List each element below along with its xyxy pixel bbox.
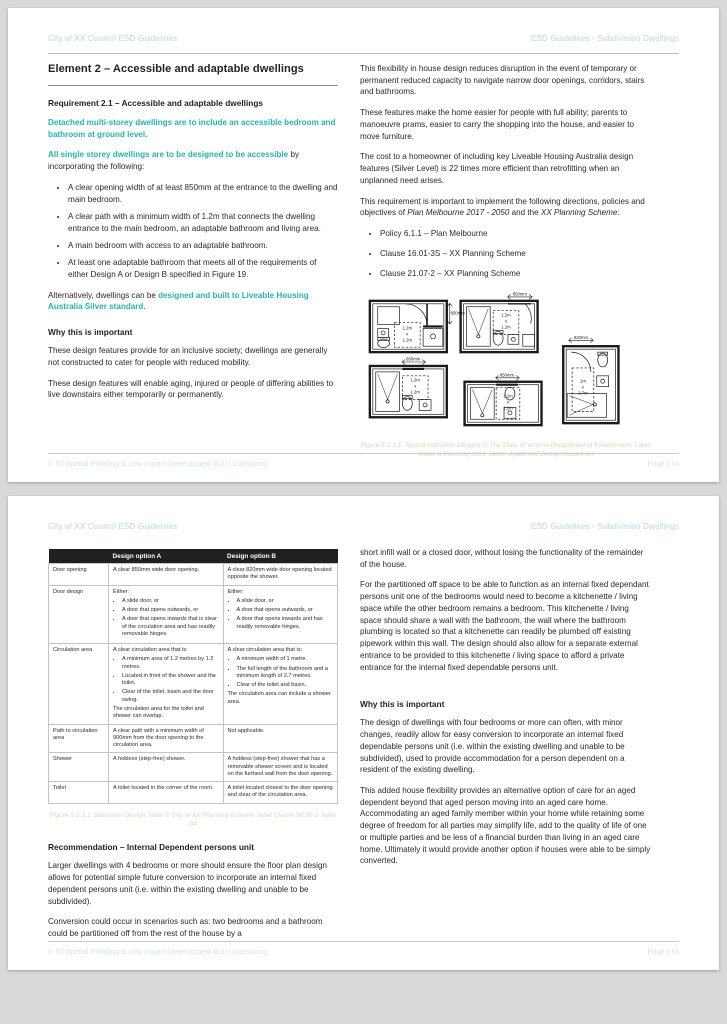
table-header-row — [49, 549, 338, 564]
policy-intro-italic-2: XX Planning Scheme — [540, 208, 618, 218]
element-title-divider — [48, 85, 338, 86]
list-item: • A door that opens inwards and has readily removable hinges. — [237, 616, 334, 631]
body-para: The design of dwellings with four bedrooms or more can often, with minor changes, readily allow for easy conversion to incorporate an internal fixed dependable persons unit (i.e. within the existing dwelling and unable to be subdivided), used to provide accommodation for a person dependent on a resident of the existing dwelling. — [360, 718, 625, 775]
cell-para: A toilet located in the corner of the room. — [113, 785, 214, 792]
element-title: Element 2 – Accessible and adaptable dwellings — [48, 63, 304, 75]
policy-intro-italic-1: Plan Melbourne 2017 - 2050 — [407, 208, 510, 218]
table-header-option-a: Design option A — [109, 549, 224, 564]
list-item: • The full length of the bathroom and a minimum length of 2.7 metres. — [237, 666, 334, 681]
row-label: Shower — [49, 753, 109, 782]
requirement-title: Requirement 2.1 – Accessible and adaptable dwellings — [48, 98, 264, 108]
table-row — [49, 724, 338, 753]
page-43-columns — [48, 547, 679, 949]
figure-label-d2-area-2: 1.2m — [501, 324, 511, 330]
document-page-43 — [8, 496, 719, 970]
row-option-b — [223, 644, 338, 724]
figure-label-d5-area-x: x — [581, 384, 585, 390]
cell-para: A toilet located closest to the door opening and clear of the circulation area. — [227, 785, 333, 799]
body-para: The cost to a homeowner of including key Liveable Housing Australia design features (Silver Level) is 22 times more efficient than retrofitting when an unplanned need arises. — [360, 152, 634, 185]
figure-label-d2-area-x: x — [504, 318, 508, 324]
row-label: Circulation area — [49, 644, 109, 724]
alternative-para — [48, 290, 338, 313]
list-item: • A clear opening width of at least 850mm at the entrance to the dwelling and main bedroom. — [68, 182, 338, 205]
page-42-right-column — [360, 63, 652, 460]
header-right-text: ESD Guidelines - Subdivision Dwellings — [530, 34, 679, 43]
table-body — [49, 564, 338, 804]
row-option-b — [223, 782, 338, 804]
figure-label-d4-area-1: 1.2m — [503, 393, 513, 399]
row-label: Path to circulation area — [49, 724, 109, 753]
figure-label-d4-area-x: x — [506, 399, 510, 405]
page-43-right-column — [360, 547, 652, 949]
list-item: • At least one adaptable bathroom that meets all of the requirements of either Design A or Design B specified in Figure 19. — [68, 257, 338, 280]
row-option-a — [109, 644, 224, 724]
list-item: • Clause 21.07-2 – XX Planning Scheme — [380, 268, 652, 280]
teal-para-2-bold: All single storey dwellings are to be designed to be accessible — [48, 150, 289, 160]
figure-caption: Figure 5.2.1.1: Typical bathroom Designs © The State of Victoria Department of Environment, Land, Water & Planning 2016, Better Apartment Design Guidelines — [360, 442, 652, 459]
page-42-left-column — [48, 63, 338, 460]
figure-label-d3-area-1: 1.2m — [410, 378, 420, 384]
cell-bullet-list — [228, 598, 334, 631]
list-item: • Clear of the toilet, basin and the door swing. — [122, 689, 219, 704]
figure-label-d4-area-2: 1.2m — [503, 405, 513, 411]
page-42-columns — [48, 63, 679, 460]
footer-divider — [48, 941, 679, 942]
why-para: These design features will enable aging, injured or people of differing abilities to live downstairs either temporarily or permanently. — [48, 378, 334, 400]
footer-left-text: © Tri Spatial Planning & Low Impact Development (LID) Consulting — [48, 459, 268, 468]
cell-para: Either: — [227, 588, 244, 595]
figure-label-d1-area-1: 1.2m — [402, 325, 413, 331]
figure-label-d1-area-2: 1.2m — [402, 337, 413, 343]
body-para: This flexibility in house design reduces disruption in the event of temporary or permanent reduced capacity to navigate narrow door openings, corridors, stairs and bathrooms. — [360, 64, 645, 97]
policy-bullet-list — [360, 228, 652, 279]
bathroom-design-table — [48, 549, 338, 804]
teal-para-2-plain: by incorporating the following: — [48, 150, 300, 172]
page-header — [48, 522, 679, 531]
cell-para: A clear 850mm wide door opening. — [113, 567, 200, 573]
footer-left-text: © Tri Spatial Planning & Low Impact Development (LID) Consulting — [48, 947, 268, 956]
page-number: Page | 43 — [647, 947, 679, 956]
body-para: short infill wall or a closed door, without losing the functionality of the remainder of the house. — [360, 548, 644, 569]
cell-bullet-list — [113, 656, 219, 704]
list-item: • A slide door, or — [237, 598, 334, 605]
figure-label-d5-area-2: 2.7m — [578, 390, 588, 396]
page-header — [48, 34, 679, 43]
figure-label-d1-door: 850mm — [450, 310, 465, 316]
policy-intro-para — [360, 196, 652, 219]
figure-label-d3-area-x: x — [414, 383, 417, 389]
table-row — [49, 782, 338, 804]
row-option-a — [109, 724, 224, 753]
row-label: Toilet — [49, 782, 109, 804]
why-important-title: Why this is important — [48, 327, 133, 338]
policy-intro-3: : — [617, 208, 620, 218]
header-left-text: City of XX Council ESD Guidelines — [48, 34, 178, 43]
cell-para: A hobless (step-free) shower that has a removable shower screen and is located on the furthest wall from the door opening. — [227, 756, 333, 777]
cell-para: A clear 820mm wide door opening located opposite the shower. — [227, 567, 332, 581]
cell-para: A clear path with a minimum width of 900mm from the door opening to the circulation area. — [113, 727, 204, 749]
row-option-a — [109, 782, 224, 804]
figure-label-d3-area-2: 1.2m — [410, 389, 420, 395]
page-number: Page | 42 — [647, 459, 679, 468]
body-para: For the partitioned off space to be able to function as an internal fixed dependant persons unit one of the bedrooms would need to become a kitchenette / living space while the other bedroom remains a bedroom. This kitchenette / living space should share a wall with the bathroom, the wall where the bathroom plumbing is located so that a kitchenette can readily be plumbed off existing pipework within this wall. The design should also allow for a separate external entrance to be provided to this kitchenette / living space to afford a private entrance for the internal fixed dependable persons unit. — [360, 580, 649, 672]
alternative-end: . — [143, 302, 146, 312]
requirement-bullet-list — [48, 182, 338, 281]
figure-label-d4-door: 850mm — [499, 372, 515, 378]
header-left-text: City of XX Council ESD Guidelines — [48, 522, 178, 531]
row-label: Door design — [49, 585, 109, 644]
list-item: • Policy 6.1.1 – Plan Melbourne — [380, 228, 652, 240]
bathroom-designs-figure — [360, 289, 652, 460]
list-item: • A door that opens outwards, or — [237, 607, 334, 614]
page-43-left-column — [48, 547, 338, 949]
header-right-text: ESD Guidelines - Subdivision Dwellings — [530, 522, 679, 531]
list-item: • Clause 16.01-3S – XX Planning Scheme — [380, 248, 652, 260]
table-row — [49, 753, 338, 782]
list-item: • A minimum width of 1 metre. — [237, 656, 334, 663]
policy-intro-2: and the — [509, 208, 541, 218]
cell-para: Not applicable. — [227, 727, 265, 734]
row-label: Door opening — [49, 564, 109, 586]
cell-para: A hobless (step-free) shower. — [113, 756, 186, 763]
list-item: • A slide door, or — [122, 598, 219, 605]
figure-label-d3-door: 850mm — [406, 356, 421, 362]
requirement-teal-para-1: Detached multi-storey dwellings are to include an accessible bedroom and bathroom at ground level. — [48, 118, 336, 139]
body-para: This added house flexibility provides an alternative option of care for an aged dependent beyond that aged person moving into an aged care home. Accommodating an aged family member within your home while retaining some degree of freedom for all parties may simplify life, add to the quality of life of one or multiple parties and be less of a financial burden than living in an aged care home. Ultimately it would provide another option if houses were able to be simply converted. — [360, 786, 651, 866]
figure-label-d2-door: 850mm — [512, 291, 527, 297]
policy-intro-1: This requirement is important to implement the following directions, policies and objectives of — [360, 196, 645, 218]
document-page-42 — [8, 8, 719, 482]
row-option-b — [223, 753, 338, 782]
table-caption: Figure 5.2.1.1: Bathroom Design Table © City of XX Planning Scheme Table Clause 58.05-1 Table D4 — [49, 811, 337, 828]
cell-after-para: The circulation area can include a shower area. — [227, 691, 331, 705]
list-item: • A minimum area of 1.2 metres by 1.2 metres. — [122, 656, 219, 671]
alternative-plain: Alternatively, dwellings can be — [48, 290, 159, 300]
cell-bullet-list — [228, 656, 334, 689]
table-header-blank — [49, 549, 109, 564]
figure-label-d5-area-1: 1m — [580, 379, 586, 385]
list-item: • A door that opens inwards that is clear of the circulation area and has readily removable hinges. — [122, 616, 219, 638]
table-row — [49, 585, 338, 644]
row-option-a — [109, 753, 224, 782]
page-footer — [48, 941, 679, 956]
cell-para: A clear circulation area that is: — [227, 647, 303, 654]
list-item: • Clear of the toilet and basin. — [237, 682, 334, 689]
row-option-b — [223, 564, 338, 586]
bathroom-floorplan-diagram — [360, 289, 652, 437]
list-item: • A clear path with a minimum width of 1.2m that connects the dwelling entrance to the main bedroom, an adaptable bathroom and living area. — [68, 211, 338, 234]
list-item: • A door that opens outwards, or — [122, 607, 219, 614]
row-option-b — [223, 585, 338, 644]
figure-label-d5-door: 820mm — [573, 335, 589, 341]
alternative-bold: designed and built to Liveable Housing Australia Silver standard — [48, 290, 309, 312]
header-divider — [48, 53, 679, 54]
row-option-a — [109, 564, 224, 586]
cell-bullet-list — [113, 598, 219, 638]
cell-para: A clear circulation area that is: — [113, 647, 188, 654]
row-option-a — [109, 585, 224, 644]
cell-after-para: The circulation area for the toilet and shower can overlap. — [113, 705, 204, 720]
page-footer — [48, 453, 679, 468]
list-item: • A main bedroom with access to an adaptable bathroom. — [68, 240, 338, 252]
why-para: These design features provide for an inclusive society; dwellings are generally not constructed to cater for people with reduced mobility. — [48, 346, 328, 367]
figure-label-d2-area-1: 1.2m — [501, 312, 511, 318]
body-para: These features make the home easier for people with full ability; parents to manoeuvre prams, easier to carry the shopping into the house, and easier to move furniture. — [360, 108, 634, 141]
list-item: • Located in front of the shower and the toilet. — [122, 673, 219, 688]
figure-label-d1-area-x: x — [406, 331, 409, 337]
body-para: Larger dwellings with 4 bedrooms or more should ensure the floor plan design allows for potential simple future conversion to incorporate an internal fixed dependent persons unit (i.e. within the existing dwelling and unable to be subdivided). — [48, 861, 327, 906]
table-row — [49, 644, 338, 724]
cell-para: Either: — [113, 588, 130, 595]
requirement-teal-para-2 — [48, 149, 338, 172]
footer-divider — [48, 453, 679, 454]
recommendation-title: Recommendation – Internal Dependent persons unit — [48, 842, 255, 853]
row-option-b — [223, 724, 338, 753]
body-para: Conversion could occur in scenarios such as: two bedrooms and a bathroom could be partitioned off from the rest of the house by a — [48, 917, 323, 939]
table-header-option-b: Design option B — [223, 549, 338, 564]
why-important-title: Why this is important — [360, 699, 445, 710]
table-row — [49, 564, 338, 586]
